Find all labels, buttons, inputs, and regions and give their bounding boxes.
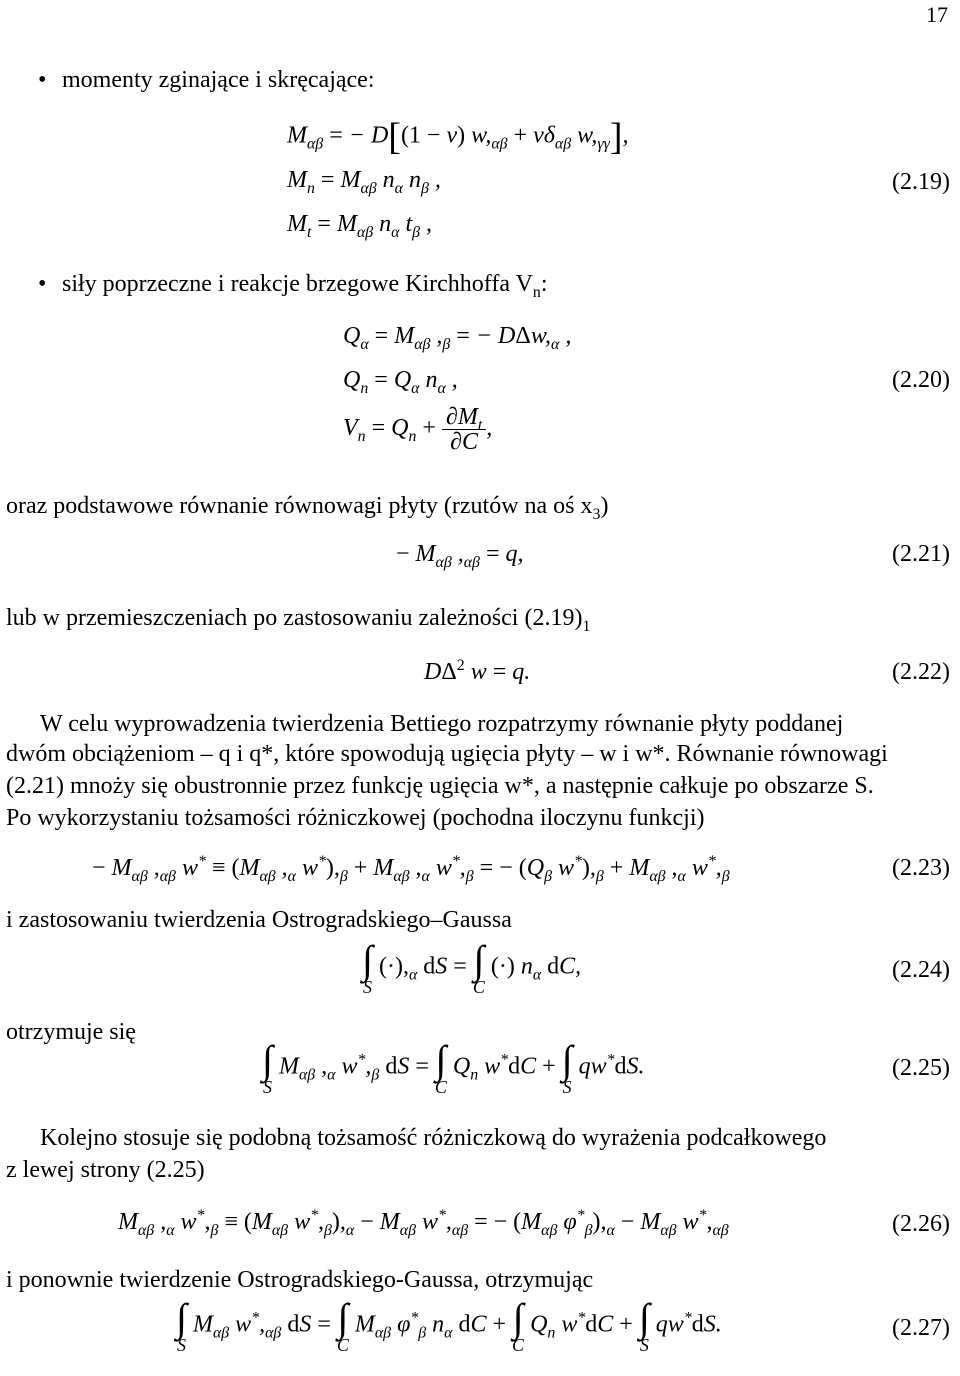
paragraph-displacements: lub w przemieszczeniach po zastosowaniu zależności $(2.19)_1$ [6, 605, 591, 635]
equation-number-2-25: (2.25) [892, 1055, 950, 1081]
equation-number-2-22: (2.22) [892, 659, 950, 685]
equation-v-n: $V_n = Q_n$ + $\frac{\partial M_t}{\partial C}$ , [343, 404, 493, 455]
bullet-text-shear: siły poprzeczne i reakcje brzegowe Kirchhoffa $V_n$: [62, 271, 548, 301]
equation-m-n: $M_n = M_{\alpha\beta}$ $n_\alpha$ $n_\beta$ , [287, 167, 441, 197]
equation-equilibrium: − $M_{\alpha\beta}$ $,_{\alpha\beta} = q$, [396, 541, 524, 571]
equation-number-2-26: (2.26) [892, 1211, 950, 1237]
bullet-dot: • [38, 67, 47, 93]
paragraph-betti-line-4: Po wykorzystaniu tożsamości różniczkowej (pochodna iloczynu funkcji) [6, 805, 705, 831]
paragraph-kolejno-line-1: Kolejno stosuje się podobną tożsamość różniczkową do wyrażenia podcałkowego [40, 1125, 827, 1151]
equation-plate: $D\Delta^2$ w = q. [424, 657, 531, 685]
equation-identity-2: $M_{\alpha\beta}$ $,_\alpha$ $w^*,_\beta \equiv (M_{\alpha\beta}$ $w^*,_\beta),_\alpha - M_{\alpha\beta}$ $w^*,_{\alpha\beta}$ = − ($M_{\alpha\beta}$ $\varphi^*_\beta),_\alpha - M_{\alpha\beta}$ $w^*,_{\alpha\beta}$ [118, 1207, 729, 1239]
equation-integral-1: ∫ S $M_{\alpha\beta}$ $,_\alpha$ $w^*,_\beta$ dS = ∫ C $Q_n$ w*dC + ∫ S qw*dS. [262, 1037, 645, 1097]
equation-number-2-24: (2.24) [892, 957, 950, 983]
bullet-dot: • [38, 271, 47, 297]
equation-q-n: $Q_n = Q_\alpha$ $n_\alpha$ , [343, 367, 458, 397]
page-number: 17 [926, 2, 948, 27]
equation-number-2-23: (2.23) [892, 855, 950, 881]
paragraph-betti-line-3: (2.21) mnoży się obustronnie przez funkcję ugięcia w*, a następnie całkuje po obszarze S. [6, 773, 874, 799]
paragraph-equilibrium: oraz podstawowe równanie równowagi płyty (rzutów na oś $x_3$) [6, 493, 609, 523]
paragraph-betti-line-2: dwóm obciążeniom – q i q*, które spowodują ugięcia płyty – w i w*. Równanie równowagi [6, 741, 888, 767]
equation-identity-1: − $M_{\alpha\beta}$ $,_{\alpha\beta}$ $w^* \equiv (M_{\alpha\beta}$ $,_\alpha$ $w^*),_\beta + M_{\alpha\beta}$ $,_\alpha$ $w^*,_\beta$ = − ($Q_\beta$ $w^*),_\beta + M_{\alpha\beta}$ $,_\alpha$ $w^*,_\beta$ [92, 853, 730, 885]
equation-m-alpha-beta: $M_{\alpha\beta}$ = − D[(1 − ν) $w,_{\alpha\beta} + \nu\delta_{\alpha\beta}$ $w,_{\gamma\gamma}$], [287, 116, 629, 158]
paragraph-kolejno-line-2: z lewej strony (2.25) [6, 1157, 205, 1183]
equation-q-alpha: $Q_\alpha = M_{\alpha\beta}$ $,_\beta$ = − $D\Delta w,_\alpha$ , [343, 323, 572, 353]
equation-number-2-21: (2.21) [892, 541, 950, 567]
equation-number-2-27: (2.27) [892, 1315, 950, 1341]
equation-gauss: ∫ S $(\cdot),_\alpha$ dS = ∫ C (·) $n_\alpha$ dC, [362, 937, 582, 997]
bullet-text-moments: momenty zginające i skręcające: [62, 67, 375, 93]
equation-integral-2: ∫ S $M_{\alpha\beta}$ $w^*,_{\alpha\beta}$ dS = ∫ C $M_{\alpha\beta}$ $\varphi^*_\beta$ $n_\alpha$ dC + ∫ C $Q_n$ w*dC + ∫ S qw*dS. [176, 1295, 722, 1355]
equation-number-2-20: (2.20) [892, 367, 950, 393]
paragraph-ostrogradski: i zastosowaniu twierdzenia Ostrogradskiego–Gaussa [6, 907, 512, 933]
paragraph-betti-line-1: W celu wyprowadzenia twierdzenia Bettiego rozpatrzymy równanie płyty poddanej [40, 711, 844, 737]
paragraph-otrzymuje: otrzymuje się [6, 1019, 136, 1045]
paragraph-ponownie: i ponownie twierdzenie Ostrogradskiego-Gaussa, otrzymując [6, 1267, 594, 1293]
equation-number-2-19: (2.19) [892, 169, 950, 195]
equation-m-t: $M_t = M_{\alpha\beta}$ $n_\alpha$ $t_\beta$ , [287, 211, 433, 241]
